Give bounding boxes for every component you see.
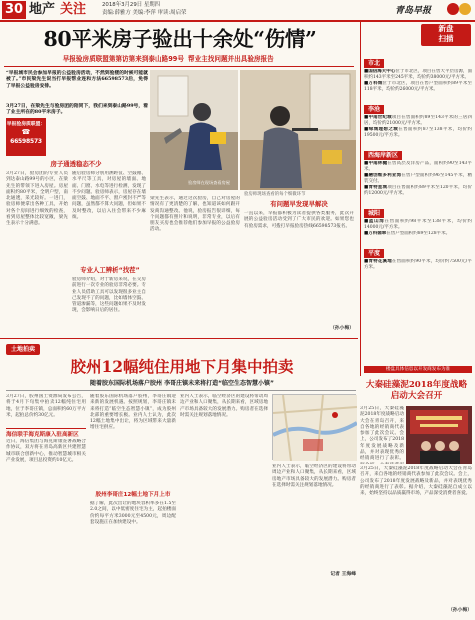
sidebar-item-text: 位于市北区，项目在售大平层房源，面积约143平米至245平米，均价约38000元/平方米。 xyxy=(364,69,472,80)
sidebar-footer: 楼盘具体信息以开发商发布为准 xyxy=(364,366,472,373)
sidebar-item-text: 位于市北区，项目在售户型面积约89平米至118平米，均价约26000元/平方米。 xyxy=(364,81,472,92)
sidebar-section-title: 城阳 xyxy=(364,209,384,218)
lead-divider xyxy=(4,66,354,67)
sidebar-item-name: ■中南林樾 xyxy=(364,161,388,166)
sidebar-section xyxy=(364,240,472,271)
sidebar-item xyxy=(364,259,472,271)
sidebar-item-name: ■万科城 xyxy=(364,81,383,86)
second-kicker: 土地拍卖 xyxy=(6,344,40,355)
section-name: 地产 xyxy=(29,2,56,17)
third-text: 3月25日，大秦硅藻泥2018年度战略启动大会在青岛召开，来自各地的经销商代表参加了此次会议。会上，公司发布了2018年度发展战略及新品，并对表现优秀的经销商进行了表彰。 xyxy=(360,406,404,462)
sidebar-item-text: 在售户型面积约96至145平米，精装交付。 xyxy=(364,173,472,184)
lead-photo-2 xyxy=(240,70,356,190)
sidebar-tag xyxy=(421,24,471,46)
sidebar-item-name: ■蓝山湾 xyxy=(364,219,385,224)
second-divider xyxy=(6,390,356,391)
editor-credits: 责编:薛雅方 美编:李萍 审读:周启荣 xyxy=(102,10,187,16)
sidebar-item-name: ■万科翡翠 xyxy=(364,231,387,236)
issue-date: 2018年3月29日 星期四 xyxy=(102,2,161,8)
second-body-3: 据了解，此次出让的地块容积率多在1.5至2.0之间，以中低密度住宅为主，起拍楼面价约每平方米3000元至4500元，周边配套设施正在加快建设中。 xyxy=(90,501,176,525)
second-byline: 记者 王海峰 xyxy=(330,572,356,577)
hotline-number: 66598573 xyxy=(10,138,42,145)
second-box-title: 海信联手海克斯康入驻高新区 xyxy=(6,432,79,438)
lead-body-3: 验房师介绍，对于新房来说，在交房前进行一次专业的验房非常必要。专业人员借助工具可以发现很多业主自己发现不了的问题，比如墙体空鼓、管道渗漏等，这些问题如果不及时发现，会影响日后的居住。 xyxy=(72,277,146,314)
sidebar-item-name: ■国信海天中心 xyxy=(364,69,396,74)
lead-photo-1-caption: 验房师在现场查看房屋 xyxy=(188,180,230,185)
lead-intro xyxy=(6,70,148,102)
phone-icon: ☎ xyxy=(21,128,31,136)
sidebar-item xyxy=(364,69,472,81)
sidebar-section-title: 市北 xyxy=(364,59,384,68)
hotline-box xyxy=(6,118,46,156)
second-subtitle: 胶州李哥庄12幅土地下月上市 xyxy=(95,492,171,498)
newspaper-brand: 青岛早报 xyxy=(395,6,432,16)
sidebar xyxy=(360,22,473,376)
sidebar-item-text: 在售面积约98平米至138平米，均价约14000元/平方米。 xyxy=(364,219,472,230)
lead-body-5: 一直以来，早报都积极为读者提供各类服务，此次开展的公益验房活动受到了广大市民的欢迎。如果您也有验房需求，可拨打早报验房热线66598573报名。 xyxy=(244,211,354,229)
lead-subtitle-1: 房子通透稳态不少 xyxy=(50,160,102,168)
lead-subhead-2: 帮业主找问题并出具验房报告 xyxy=(188,55,274,63)
lead-headline: 80平米房子验出十余处“伤情” xyxy=(43,27,317,51)
second-map xyxy=(272,394,356,460)
lead-subtitle-3: 有问题早发现早解决 xyxy=(270,200,328,208)
sidebar-section-title: 平度 xyxy=(364,249,384,258)
third-headline: 大秦硅藻泥2018年度战略 xyxy=(365,380,468,390)
second-body-2: 随着胶东国际机场落户胶州，李哥庄镇迎来新的发展机遇。按照规划，李哥庄镇未来将打造“临空生态智慧小镇”，成为胶州北部的重要增长极。业内人士认为，此次12幅土地集中出让，将为区域带来大量新增住宅供应。 xyxy=(90,394,176,431)
sidebar-section xyxy=(364,96,472,139)
lead-photo-2-caption: 验房师现场查看的每个细微环节 xyxy=(244,192,306,197)
third-photo xyxy=(406,406,472,464)
second-body-4: 业内人士表示，临空经济区的建设将带动周边产业和人口聚集，从长期来看，区域房地产市场具备较大的发展潜力。购房者在选择时需关注规划落地情况。 xyxy=(180,394,268,418)
sidebar-item-text: 项目在售面积约89至143平米的三居四居，均价约21000元/平方米。 xyxy=(364,115,472,126)
sidebar-section xyxy=(364,200,472,237)
sidebar-item xyxy=(364,219,472,231)
third-headline-2: 启动大会召开 xyxy=(390,391,443,401)
sidebar-item-name: ■青特星城 xyxy=(364,185,388,190)
third-byline: （孙小梅） xyxy=(448,608,472,613)
sidebar-tag-2: 扫描 xyxy=(438,34,454,43)
sidebar-item-text: 在售面积约87至138平米，均价约19500元/平方米。 xyxy=(364,127,472,138)
sidebar-tag-1: 新盘 xyxy=(438,24,454,33)
sidebar-item xyxy=(364,81,472,93)
lead-body-4: 梁先生表示，通过这次验房，自己对房屋的情况有了更清楚的了解，也知道该如何跟开发商沟通整改。他说，验房报告很详细，每个问题都有照片和说明，非常专业，以后有朋友买房也会推荐他们参加早报的公益验房活动。 xyxy=(150,196,240,233)
third-text-2: 3月25日，大秦硅藻泥2018年度战略启动大会在青岛召开，来自各地的经销商代表参加了此次会议。会上，公司发布了2018年度发展战略及新品，并对表现优秀的经销商进行了表彰。据介绍，大秦硅藻泥自成立以来，始终坚持以品质赢得市场，产品深受消费者喜爱。 xyxy=(360,466,472,497)
sidebar-item xyxy=(364,115,472,127)
masthead xyxy=(0,0,475,20)
hotline-label: 早报验房质联盟： xyxy=(6,122,46,127)
page-number: 30 xyxy=(2,1,26,19)
sidebar-section xyxy=(364,50,472,93)
second-headline: 胶州12幅纯住用地下月集中拍卖 xyxy=(70,357,294,376)
sidebar-item-text: 在售户型面积约89至128平米。 xyxy=(386,231,451,236)
lead-body-2: 随后验房师分别用测距仪、空鼓锤、水平尺等工具，对房屋的墙面、地面、门窗、水电等进行检测，发现了不少问题。验房师表示，房屋存在墙面空鼓、地面不平、窗户密封不严等问题，虽然都不算大问题，但如果不及时整改，以后入住会带来不少麻烦。 xyxy=(72,171,146,221)
third-article xyxy=(360,380,473,616)
sidebar-item-name: ■青特花溪地 xyxy=(364,259,392,264)
lead-subtitle-2: 专业人工辨析“找茬” xyxy=(80,266,140,274)
lead-subhead-1: 早报验房质联盟第第访第来到泰山路99号 xyxy=(62,55,184,63)
second-box xyxy=(6,428,86,574)
sidebar-sections xyxy=(364,50,472,274)
column-name: 关注 xyxy=(60,2,87,17)
sidebar-item-name: ■融创维多利亚湾 xyxy=(364,173,402,178)
sidebar-item xyxy=(364,173,472,185)
sidebar-item-text: 在售面积约90平米，均价约7500元/平方米。 xyxy=(364,259,472,270)
sidebar-item-text: 项目在售面积约89平米至120平米，均价约12000元/平方米。 xyxy=(364,185,472,196)
lead-photo-1 xyxy=(150,70,238,190)
brand-logo-icon xyxy=(446,2,472,16)
sidebar-item xyxy=(364,185,472,197)
sidebar-item-text: 在售高层及洋房产品，面积约90至143平米。 xyxy=(364,161,472,172)
section-divider xyxy=(0,338,358,339)
lead-byline: （孙小梅） xyxy=(330,326,354,331)
sidebar-item-name: ■中南世纪城 xyxy=(364,115,392,120)
sidebar-item xyxy=(364,231,472,237)
sidebar-section xyxy=(364,142,472,197)
second-body-1: 3月27日，胶州国土资源局发布公告，将于4月下旬集中拍卖12幅纯住宅用地，位于李哥庄镇，总面积约60万平方米，起拍总价约30亿元。 xyxy=(6,394,86,418)
sidebar-section-title: 西海岸新区 xyxy=(364,151,402,160)
sidebar-section-title: 李沧 xyxy=(364,105,384,114)
sidebar-item xyxy=(364,127,472,139)
second-subhead: 随着胶东国际机场落户胶州 李哥庄镇未来将打造“临空生态智慧小镇” xyxy=(90,380,274,387)
sidebar-item xyxy=(364,161,472,173)
lead-body-1: 3月27日，验房团的专业人员到达泰山路99号的小区，在梁先生的带领下进入房屋。房屋面积约80平米，全明户型，南北通透，采光较好。一进门，验房师便拿出各种工具，开始对各个房间进行细致的检查，看到房屋整体比较宽敞，梁先生表示十分满意。 xyxy=(6,171,68,227)
lead-intro-2: 3月27日，在梁先生与验房团的陪同下，我们来到泰山路99号，看了业主所在的80平米房子。 xyxy=(6,103,148,116)
second-body-5: 业内人士表示，临空经济区的建设将带动周边产业和人口聚集，从长期来看，区域房地产市场具备较大的发展潜力。购房者在选择时需关注规划落地情况。 xyxy=(272,464,356,488)
second-box-text: 近日，海信集团与海克斯康签署战略合作协议，双方将在青岛高新区共建智慧城市联合创新中心，推动智慧城市相关产业发展，项目总投资约10亿元。 xyxy=(6,439,86,463)
lead-intro-text: “早报城市民会参加早报的公益验房活动，不然到验楼的时候可能就被了。”市民梁先生说当打早报帮业连和方法66598573后，免得了早报公益验房安排。 xyxy=(6,70,148,89)
sidebar-item-name: ■绿城理想之城 xyxy=(364,127,399,132)
